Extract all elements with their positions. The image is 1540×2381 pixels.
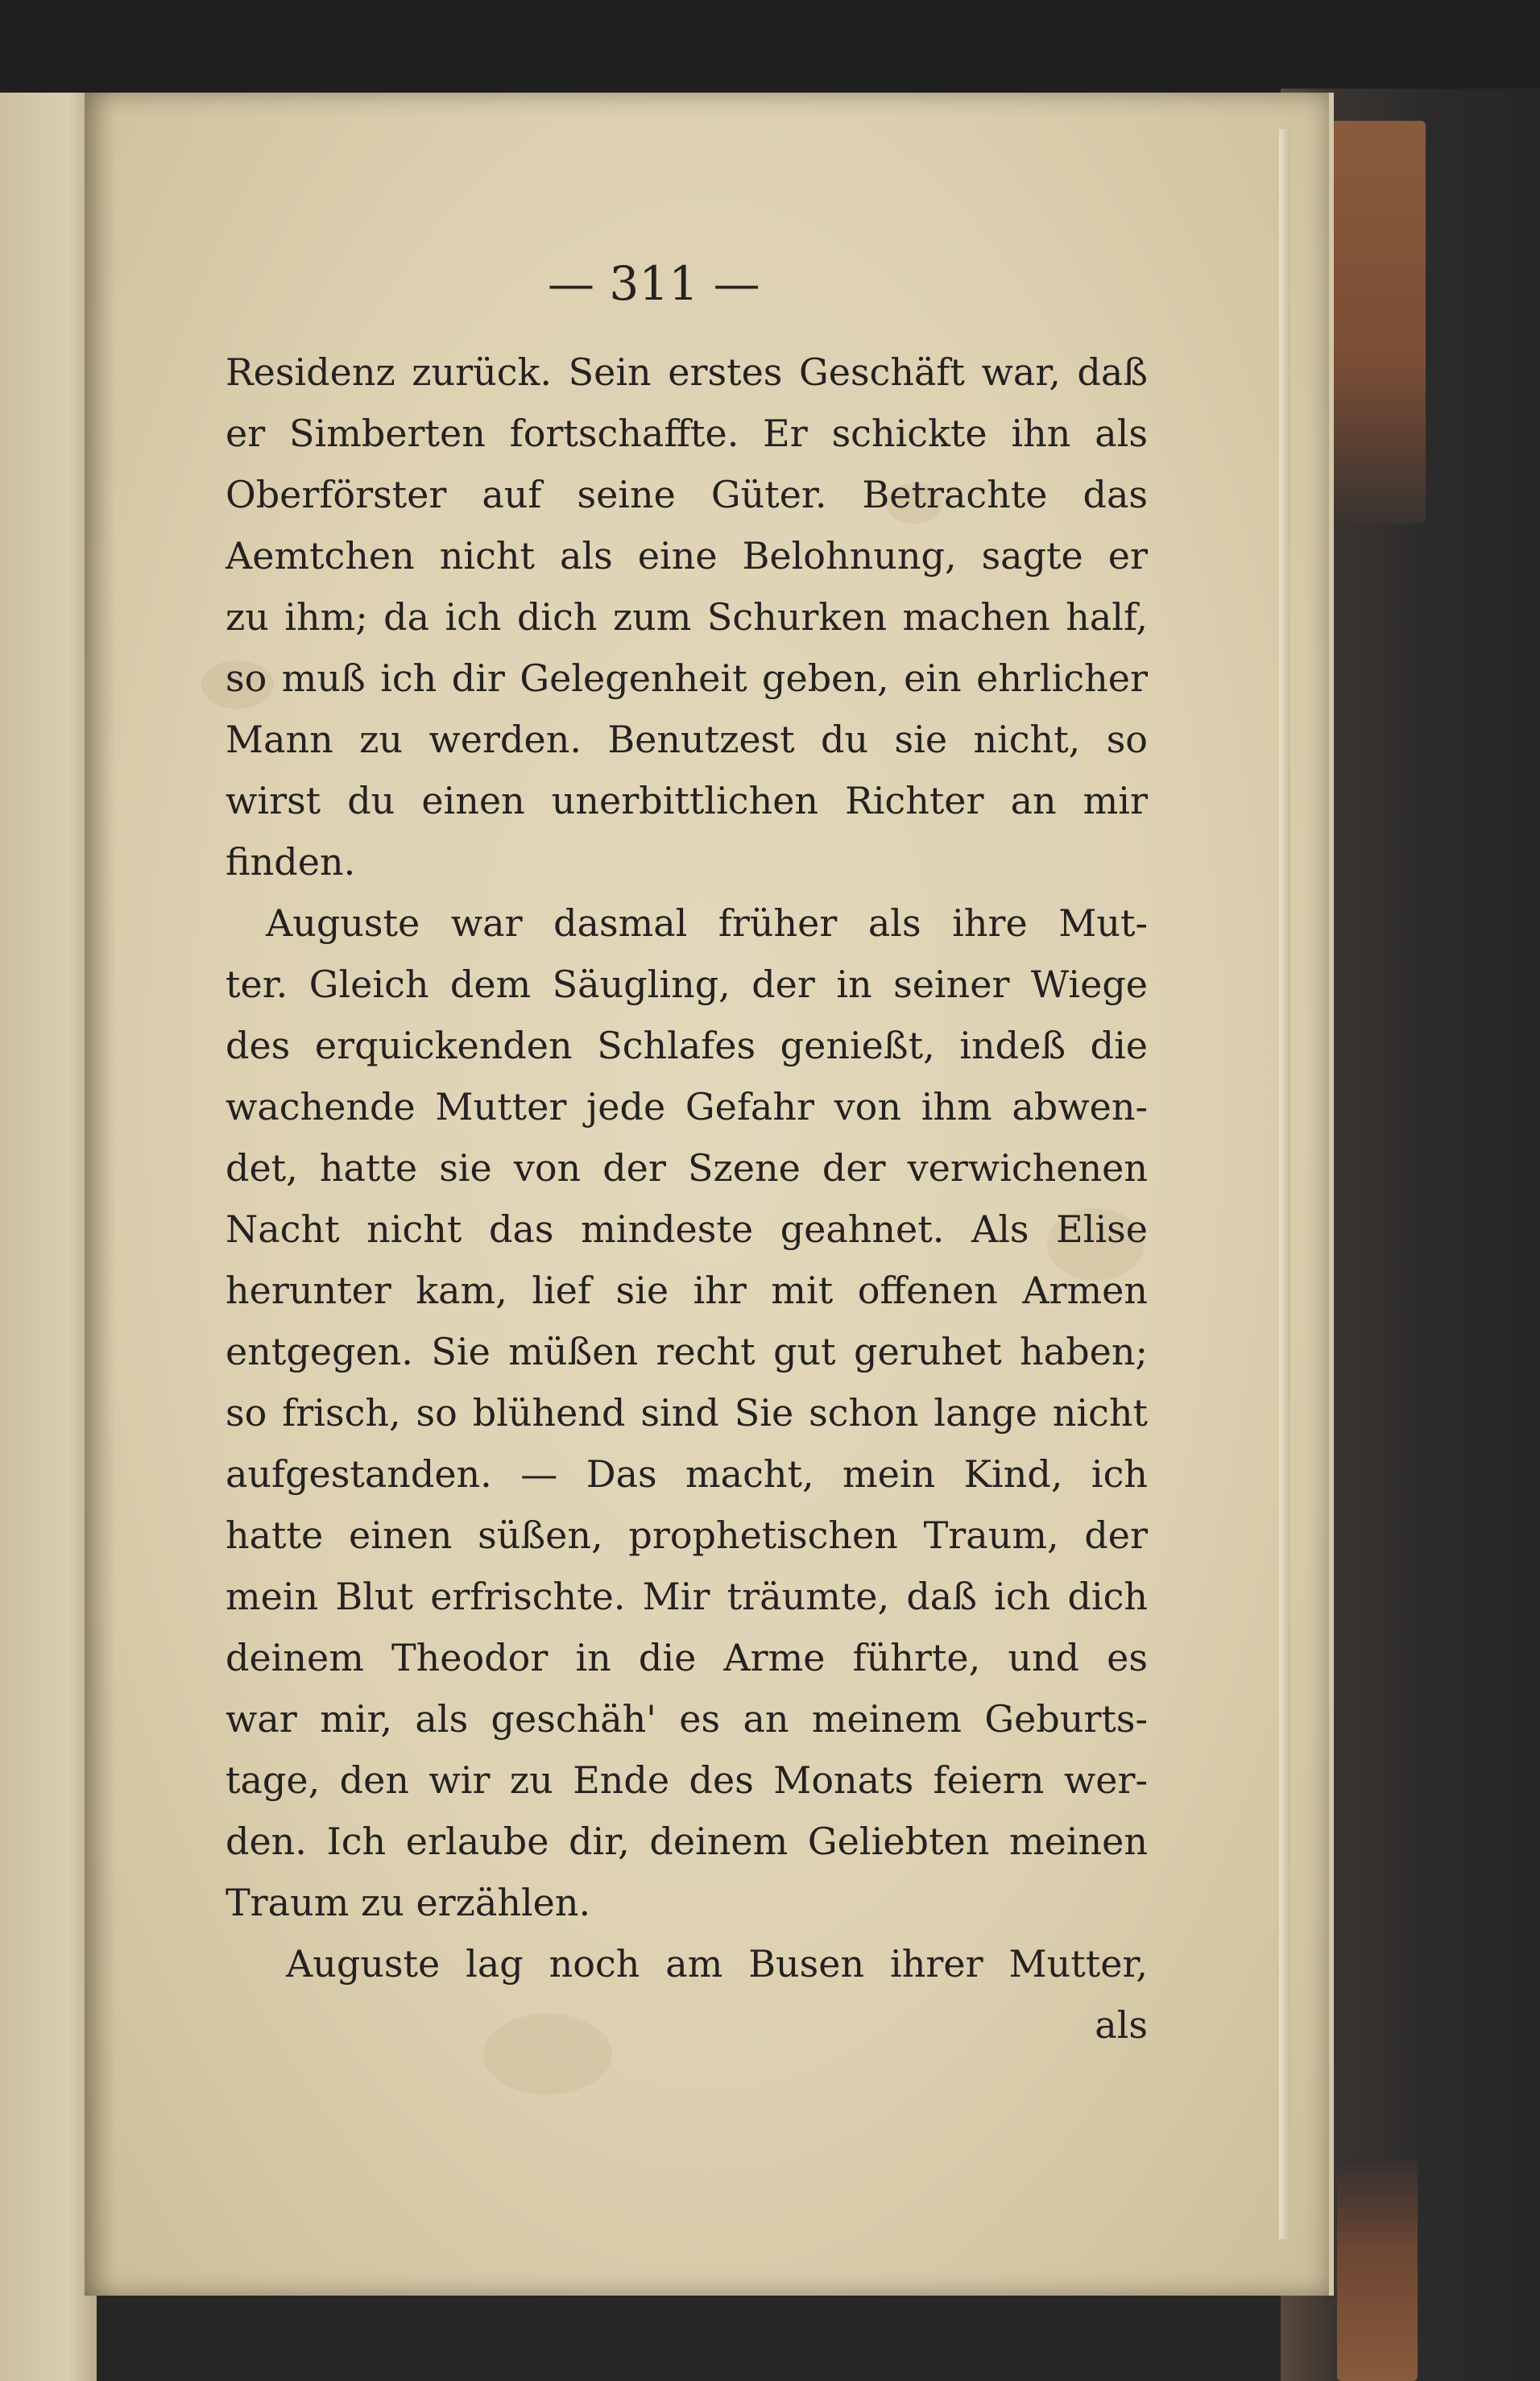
text-line: er Simberten fortschaffte. Er schickte ihn als (226, 412, 1148, 455)
text-line: mein Blut erfrischte. Mir träumte, daß ich dich (226, 1575, 1148, 1618)
text-line: Aemtchen nicht als eine Belohnung, sagte er (226, 534, 1148, 578)
text-line: zu ihm; da ich dich zum Schurken machen half, (226, 595, 1148, 639)
gutter-shadow (85, 93, 117, 2296)
text-line: Auguste lag noch am Busen ihrer Mutter, (286, 1942, 1148, 1986)
text-line: so frisch, so blühend sind Sie schon lange nicht (226, 1391, 1148, 1435)
text-line: wirst du einen unerbittlichen Richter an mir (226, 779, 1148, 822)
text-line: Mann zu werden. Benutzest du sie nicht, so (226, 718, 1148, 761)
text-line: des erquickenden Schlafes genießt, indeß die (226, 1024, 1148, 1067)
text-line: Nacht nicht das mindeste geahnet. Als Elise (226, 1207, 1148, 1251)
text-line: det, hatte sie von der Szene der verwichenen (226, 1146, 1148, 1190)
text-line: tage, den wir zu Ende des Monats feiern wer- (226, 1758, 1148, 1802)
text-line: aufgestanden. — Das macht, mein Kind, ich (226, 1452, 1148, 1496)
text-line: Residenz zurück. Sein erstes Geschäft war, daß (226, 350, 1148, 394)
text-line: Traum zu erzählen. (226, 1881, 591, 1924)
text-line: so muß ich dir Gelegenheit geben, ein ehrlicher (226, 656, 1148, 700)
text-line: wachende Mutter jede Gefahr von ihm abwen- (226, 1085, 1148, 1128)
text-line: den. Ich erlaube dir, deinem Geliebten meinen (226, 1820, 1148, 1863)
page-edge (1279, 129, 1290, 2239)
page-number-header: — 311 — (548, 256, 760, 311)
text-line: finden. (226, 840, 356, 884)
text-line: Oberförster auf seine Güter. Betrachte das (226, 473, 1148, 516)
text-line: ter. Gleich dem Säugling, der in seiner Wiege (226, 963, 1148, 1006)
previous-page-edge (0, 93, 97, 2381)
cover-leather-corner (1329, 121, 1426, 524)
scanner-background (0, 0, 1540, 97)
catchword: als (1095, 2003, 1148, 2047)
text-line: war mir, als geschäh' es an meinem Geburts- (226, 1697, 1148, 1741)
text-line: herunter kam, lief sie ihr mit offenen Armen (226, 1269, 1148, 1312)
text-line: Auguste war dasmal früher als ihre Mut- (266, 901, 1148, 945)
text-line: deinem Theodor in die Arme führte, und es (226, 1636, 1148, 1679)
text-line: entgegen. Sie müßen recht gut geruhet haben; (226, 1330, 1148, 1373)
text-line: hatte einen süßen, prophetischen Traum, der (226, 1513, 1148, 1557)
cover-leather-corner-bottom (1337, 2159, 1418, 2381)
